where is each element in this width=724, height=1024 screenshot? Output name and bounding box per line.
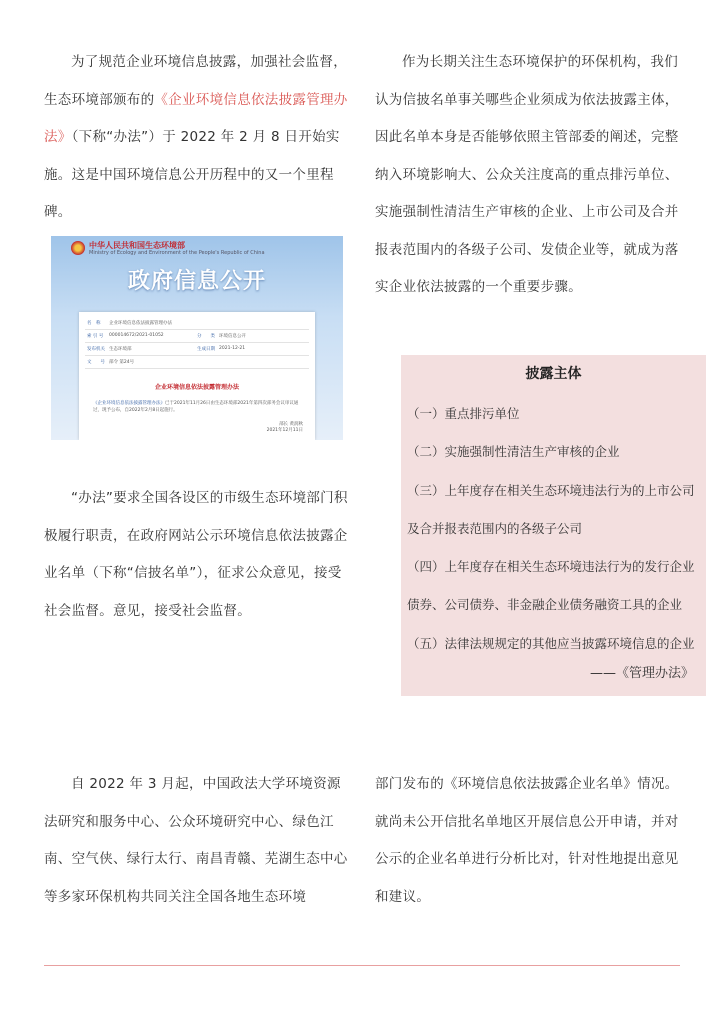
intro-text-pre: 为了规范企业环境信息披露，加强社会监督，生态环境部颁布的 xyxy=(44,54,347,108)
meta-value: 000014672/2021-01052 xyxy=(109,333,164,338)
national-emblem-icon xyxy=(71,241,85,255)
document-body xyxy=(93,400,303,414)
signature-name: 部长 黄润秋 xyxy=(279,422,303,427)
meta-value: 部令 第24号 xyxy=(109,360,135,365)
screenshot-banner xyxy=(51,236,343,306)
box-source: ——《管理办法》 xyxy=(589,666,694,681)
gov-info-screenshot xyxy=(51,236,343,440)
monitoring-paragraph-part2 xyxy=(375,766,683,916)
requirement-text: “办法”要求全国各设区的市级生态环境部门积极履行职责，在政府网站公示环境信息依法披露企业名单（下称“信披名单”），征求公众意见，接受社会监督。意见，接受社会监督。 xyxy=(44,490,348,619)
box-item-list xyxy=(407,395,703,663)
meta-value: 生态环境部 xyxy=(109,347,132,352)
box-item: （一）重点排污单位 xyxy=(407,406,520,421)
document-body-text: 已于2021年11月26日由生态环境部2021年第四次部务会议审议通过，现予公布，自2022年2月8日起施行。 xyxy=(93,401,299,413)
footer-divider xyxy=(44,965,680,966)
ngo-opinion-paragraph xyxy=(375,44,683,307)
monitoring-paragraph-part1 xyxy=(44,766,352,916)
screenshot-document xyxy=(79,312,315,440)
box-item: （三）上年度存在相关生态环境违法行为的上市公司及合并报表范围内的各级子公司 xyxy=(407,482,695,536)
intro-paragraph xyxy=(44,44,352,232)
ministry-name-en: Ministry of Ecology and Environment of the People's Republic of China xyxy=(89,250,265,256)
document-link[interactable]: 《企业环境信息依法披露管理办法》 xyxy=(93,401,165,406)
meta-value: 2021-12-21 xyxy=(219,346,246,351)
intro-text-post: （下称“办法”）于 2022 年 2 月 8 日开始实施。这是中国环境信息公开历程中的又一个里程碑。 xyxy=(44,129,340,220)
box-item: （二）实施强制性清洁生产审核的企业 xyxy=(407,444,620,460)
ngo-opinion-text: 作为长期关注生态环境保护的环保机构，我们认为信披名单事关哪些企业须成为依法披露主体，因此名单本身是否能够依照主管部委的阐述，完整纳入环境影响大、公众关注度高的重点排污单位、实施强制性清洁生产审核的企业、上市公司及合并报表范围内的各级子公司、发债企业等，就成为落实企业依法披露的一个重要步骤。 xyxy=(375,54,679,295)
ministry-name: 中华人民共和国生态环境部 xyxy=(89,241,185,250)
box-title: 披露主体 xyxy=(525,366,582,382)
meta-label: 名 称 xyxy=(87,321,101,326)
meta-divider xyxy=(85,329,309,330)
meta-divider xyxy=(85,355,309,356)
signature-date: 2021年12月11日 xyxy=(266,428,303,433)
meta-divider xyxy=(85,368,309,369)
box-item: （五）法律法规规定的其他应当披露环境信息的企业 xyxy=(407,635,695,651)
meta-label: 分 类 xyxy=(197,334,215,339)
meta-label: 文 号 xyxy=(87,360,105,365)
meta-label: 发布机关 xyxy=(87,347,105,352)
meta-divider xyxy=(85,342,309,343)
meta-label: 生成日期 xyxy=(197,347,215,352)
requirement-paragraph xyxy=(44,480,352,630)
disclosure-subjects-box xyxy=(401,355,706,696)
meta-value: 环境信息公开 xyxy=(219,334,246,339)
document-title: 企业环境信息依法披露管理办法 xyxy=(154,384,239,391)
banner-title: 政府信息公开 xyxy=(127,269,266,294)
box-item: （四）上年度存在相关生态环境违法行为的发行企业债券、公司债券、非金融企业债务融资工具的企业 xyxy=(407,559,695,613)
monitoring-text-1: 自 2022 年 3 月起，中国政法大学环境资源法研究和服务中心、公众环境研究中心、绿色江南、空气侠、绿行太行、南昌青赣、芜湖生态中心等多家环保机构共同关注全国各地生态环境 xyxy=(44,776,348,905)
document-signature xyxy=(267,422,303,434)
meta-value: 企业环境信息依法披露管理办法 xyxy=(109,321,172,326)
meta-label: 索 引 号 xyxy=(87,334,104,339)
monitoring-text-2: 部门发布的《环境信息依法披露企业名单》情况。就尚未公开信批名单地区开展信息公开申请，并对公示的企业名单进行分析比对，针对性地提出意见和建议。 xyxy=(375,776,679,905)
regulation-link[interactable]: 《企业环境信息依法披露管理办法》 xyxy=(44,91,348,145)
